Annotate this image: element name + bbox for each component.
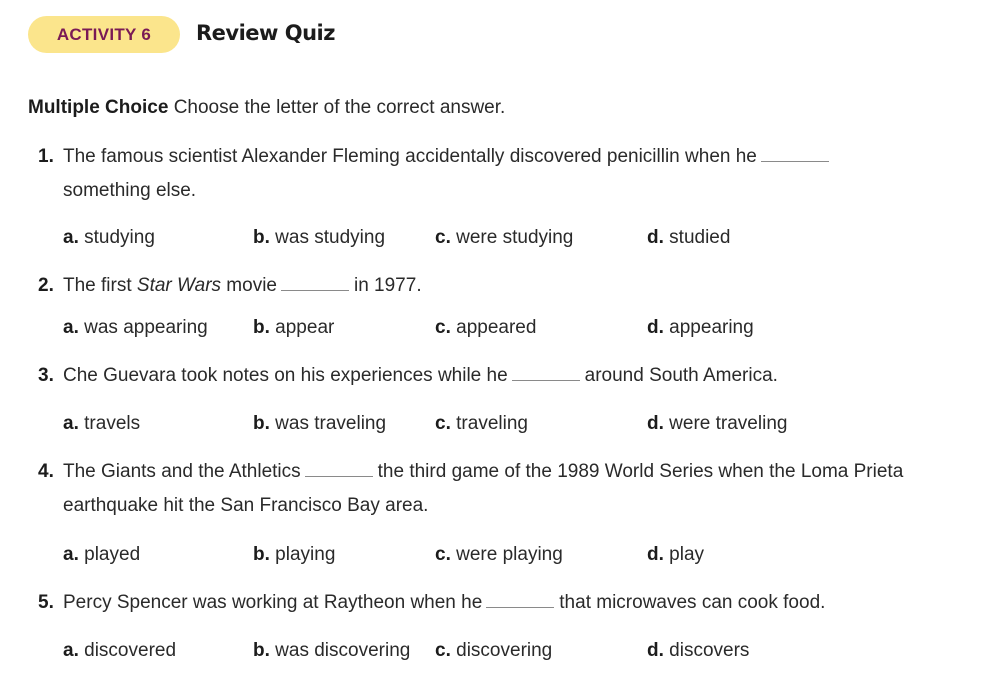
question-text-after: that microwaves can cook food. xyxy=(559,592,826,613)
question-text-after: in 1977. xyxy=(353,275,422,296)
option-b[interactable] xyxy=(253,413,386,435)
option-a[interactable] xyxy=(63,640,176,662)
option-text: was traveling xyxy=(275,413,387,434)
instructions xyxy=(28,97,505,119)
answer-blank xyxy=(761,147,829,162)
option-letter: a. xyxy=(63,413,79,434)
option-letter: a. xyxy=(63,317,79,338)
question-text: The Giants and the Athletics xyxy=(63,461,301,482)
options-2 xyxy=(0,317,1007,343)
option-d[interactable] xyxy=(647,227,730,249)
option-text: discovering xyxy=(456,640,553,661)
option-letter: c. xyxy=(435,227,451,248)
option-a[interactable] xyxy=(63,544,140,566)
question-number: 3. xyxy=(38,365,54,386)
option-text: was discovering xyxy=(275,640,411,661)
option-d[interactable] xyxy=(647,317,754,339)
option-letter: d. xyxy=(647,640,664,661)
question-2 xyxy=(38,269,422,303)
option-text: were playing xyxy=(456,544,563,565)
option-text: played xyxy=(84,544,141,565)
option-letter: c. xyxy=(435,317,451,338)
option-letter: d. xyxy=(647,413,664,434)
option-c[interactable] xyxy=(435,317,536,339)
option-letter: c. xyxy=(435,413,451,434)
options-1 xyxy=(0,227,1007,253)
question-text: The famous scientist Alexander Fleming accidentally discovered penicillin when he xyxy=(63,146,757,167)
question-1 xyxy=(38,140,834,208)
question-text: Che Guevara took notes on his experiences while he xyxy=(63,365,508,386)
question-number: 2. xyxy=(38,275,54,296)
instructions-label: Multiple Choice xyxy=(28,97,169,118)
option-letter: d. xyxy=(647,317,664,338)
option-letter: b. xyxy=(253,640,270,661)
option-letter: d. xyxy=(647,544,664,565)
option-d[interactable] xyxy=(647,544,704,566)
options-4 xyxy=(0,544,1007,570)
question-text: Percy Spencer was working at Raytheon when he xyxy=(63,592,483,613)
option-b[interactable] xyxy=(253,544,335,566)
option-c[interactable] xyxy=(435,544,563,566)
option-text: studied xyxy=(669,227,731,248)
option-letter: a. xyxy=(63,227,79,248)
option-a[interactable] xyxy=(63,227,155,249)
option-letter: b. xyxy=(253,413,270,434)
option-text: play xyxy=(669,544,705,565)
option-letter: a. xyxy=(63,640,79,661)
answer-blank xyxy=(281,276,349,291)
option-letter: b. xyxy=(253,227,270,248)
option-text: traveling xyxy=(456,413,528,434)
option-letter: d. xyxy=(647,227,664,248)
option-c[interactable] xyxy=(435,640,552,662)
option-c[interactable] xyxy=(435,227,573,249)
option-c[interactable] xyxy=(435,413,528,435)
option-a[interactable] xyxy=(63,413,140,435)
question-5 xyxy=(38,586,825,620)
question-number: 5. xyxy=(38,592,54,613)
option-text: appeared xyxy=(456,317,537,338)
option-letter: c. xyxy=(435,544,451,565)
option-text: were studying xyxy=(456,227,574,248)
option-b[interactable] xyxy=(253,227,385,249)
page-title: Review Quiz xyxy=(196,21,335,45)
option-letter: c. xyxy=(435,640,451,661)
answer-blank xyxy=(305,462,373,477)
option-text: were traveling xyxy=(669,413,788,434)
option-text: studying xyxy=(84,227,155,248)
option-letter: b. xyxy=(253,544,270,565)
question-text-2: movie xyxy=(226,275,277,296)
question-text-continued: earthquake hit the San Francisco Bay area. xyxy=(63,495,429,516)
option-letter: b. xyxy=(253,317,270,338)
question-3 xyxy=(38,359,778,393)
answer-blank xyxy=(512,366,580,381)
movie-title: Star Wars xyxy=(136,275,222,296)
option-a[interactable] xyxy=(63,317,208,339)
question-text: The first xyxy=(63,275,132,296)
option-b[interactable] xyxy=(253,640,410,662)
activity-badge: ACTIVITY 6 xyxy=(28,16,180,53)
option-text: travels xyxy=(84,413,141,434)
option-d[interactable] xyxy=(647,640,749,662)
answer-blank xyxy=(486,593,554,608)
instructions-text: Choose the letter of the correct answer. xyxy=(173,97,506,118)
option-text: discovered xyxy=(84,640,177,661)
question-number: 1. xyxy=(38,146,54,167)
question-text-after: the third game of the 1989 World Series when the Loma Prieta xyxy=(377,461,904,482)
option-text: was appearing xyxy=(84,317,208,338)
option-text: appear xyxy=(275,317,335,338)
option-text: was studying xyxy=(275,227,386,248)
option-text: playing xyxy=(275,544,336,565)
option-b[interactable] xyxy=(253,317,334,339)
question-4 xyxy=(38,455,903,523)
question-text-after: around South America. xyxy=(584,365,778,386)
question-text-continued: something else. xyxy=(63,180,197,201)
options-3 xyxy=(0,413,1007,439)
options-5 xyxy=(0,640,1007,666)
option-text: appearing xyxy=(669,317,754,338)
option-letter: a. xyxy=(63,544,79,565)
question-number: 4. xyxy=(38,461,54,482)
option-text: discovers xyxy=(669,640,750,661)
option-d[interactable] xyxy=(647,413,787,435)
